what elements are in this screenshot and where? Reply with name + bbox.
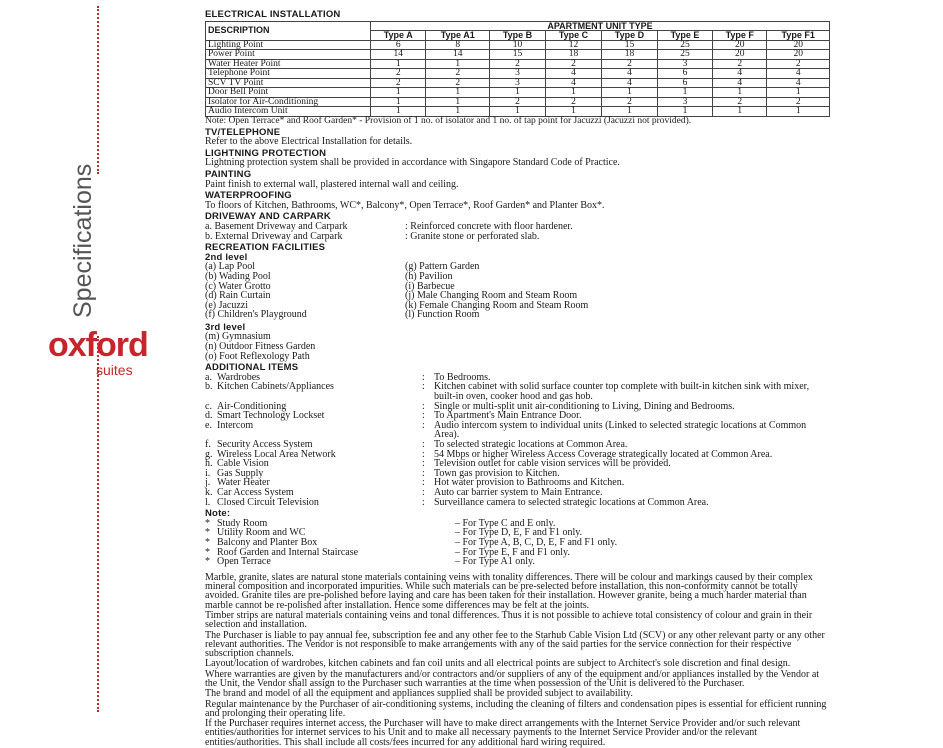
item-key: j. (205, 477, 211, 489)
table-cell: 6 (657, 69, 712, 79)
item-label: Air-Conditioning (217, 400, 287, 412)
additional-title: ADDITIONAL ITEMS (205, 362, 299, 374)
list-item: (i) Barbecue (405, 280, 455, 292)
item-key: e. (205, 419, 212, 431)
paragraph: The brand and model of all the equipment and appliances supplied shall be provided subject to availability. (205, 688, 633, 700)
table-cell: 25 (657, 40, 712, 50)
table-cell: 2 (601, 97, 657, 107)
oxford-suites-logo (38, 326, 158, 386)
list-item: (b) Wading Pool (205, 270, 271, 282)
note-value: – For Type A1 only. (455, 556, 535, 568)
type-column-header: Type A1 (426, 31, 490, 41)
table-cell: 1 (426, 107, 490, 117)
table-cell: 15 (490, 50, 546, 60)
table-cell: 1 (546, 107, 602, 117)
list-item: (g) Pattern Garden (405, 261, 480, 273)
item-label: Car Access System (217, 486, 294, 498)
item-value: Kitchen cabinet with solid surface counter top complete with built-in kitchen sink with mixer, built-in oven, cooker hood and gas hob. (434, 381, 810, 403)
note-label: Study Room (217, 517, 268, 529)
table-cell: 2 (767, 59, 830, 69)
waterproofing-title: WATERPROOFING (205, 190, 292, 202)
item-colon: : (422, 486, 425, 498)
paragraph: Layout/location of wardrobes, kitchen cabinets and fan coil units and all electrical points are subject to Architect's sole discretion and final design. (205, 658, 791, 670)
electrical-title: ELECTRICAL INSTALLATION (205, 9, 341, 20)
row-label: Door Bell Point (206, 88, 371, 98)
recreation-level2: 2nd level (205, 251, 248, 263)
list-item: (n) Outdoor Fitness Garden (205, 341, 316, 353)
item-label: Cable Vision (217, 458, 269, 470)
item-value: To Bedrooms. (434, 371, 491, 383)
item-value: To Apartment's Main Entrance Door. (434, 410, 582, 422)
table-cell: 1 (713, 107, 767, 117)
table-cell: 1 (601, 88, 657, 98)
table-cell: 1 (657, 88, 712, 98)
waterproofing-section (205, 191, 830, 210)
table-row (206, 107, 830, 117)
table-row (206, 88, 830, 98)
item-value: Audio intercom system to individual units (Linked to selected strategic locations at Common Area). (434, 419, 807, 441)
table-cell: 2 (426, 69, 490, 79)
paragraph: Marble, granite, slates are natural stone materials containing veins with tonality differences. There will be colour and markings caused by their complex mineral composition and incorporated impurities. While such materials can be pre-selected before installation, this non-conformity cannot be totally avoided. Granite tiles are pre-polished before laying and care has been taken for their installation. However granite, being a much harder material than marble cannot be re-polished after installation. Hence some differences may be felt at the joints. (205, 571, 813, 611)
paragraph: The Purchaser is liable to pay annual fee, subscription fee and any other fee to the Starhub Cable Vision Ltd (SCV) or any other relevant party or any other relevant authorities. The Vendor is not responsible to make arrangements with any of the said parties for the service connection for their respective subscription channels. (205, 629, 825, 660)
item-label: Kitchen Cabinets/Appliances (217, 381, 334, 393)
lightning-title: LIGHTNING PROTECTION (205, 147, 327, 159)
table-cell: 3 (657, 59, 712, 69)
item-value: Single or multi-split unit air-conditioning to Living, Dining and Bedrooms. (434, 400, 735, 412)
note-value: – For Type C and E only. (455, 517, 556, 529)
table-cell: 4 (546, 69, 602, 79)
table-cell: 3 (657, 97, 712, 107)
row-label: Telephone Point (206, 69, 371, 79)
item-key: h. (205, 458, 213, 470)
table-cell: 4 (713, 69, 767, 79)
table-cell: 14 (371, 50, 426, 60)
table-row (206, 50, 830, 60)
recreation-col2 (405, 262, 588, 320)
table-cell: 4 (713, 78, 767, 88)
table-cell: 1 (657, 107, 712, 117)
note-value: – For Type E, F and F1 only. (455, 546, 570, 558)
electrical-table (205, 21, 830, 117)
item-key: d. (205, 410, 213, 422)
table-cell: 20 (767, 50, 830, 60)
note-label: Roof Garden and Internal Staircase (217, 546, 359, 558)
item-key: i. (205, 467, 211, 479)
table-cell: 1 (371, 59, 426, 69)
paragraph: Regular maintenance by the Purchaser of air-conditioning systems, including the cleaning of filters and condensation pipes is essential for efficient running and prolonging their operating life. (205, 698, 827, 719)
note-label: Balcony and Planter Box (217, 536, 318, 548)
additional-list (205, 373, 830, 507)
electrical-table-body (206, 40, 830, 116)
note-bullet: * (205, 527, 210, 539)
lightning-section (205, 149, 830, 168)
specifications-document (205, 10, 830, 747)
item-colon: : (422, 381, 425, 393)
item-colon: : (422, 400, 425, 412)
tv-section (205, 128, 830, 147)
table-cell: 2 (426, 78, 490, 88)
table-cell: 4 (601, 78, 657, 88)
lightning-text: Lightning protection system shall be provided in accordance with Singapore Standard Code of Practice. (205, 157, 620, 169)
table-cell: 20 (713, 40, 767, 50)
painting-text: Paint finish to external wall, plastered internal wall and ceiling. (205, 178, 459, 190)
recreation-section (205, 243, 830, 361)
table-cell: 8 (426, 40, 490, 50)
type-column-header: Type A (371, 31, 426, 41)
item-value: To selected strategic locations at Common Area. (434, 439, 628, 450)
item-colon: : (422, 419, 425, 431)
list-item: (d) Rain Curtain (205, 290, 271, 302)
table-cell: 2 (546, 97, 602, 107)
item-value: 54 Mbps or higher Wireless Access Coverage strategically located at Common Area. (434, 448, 773, 460)
table-cell: 14 (426, 50, 490, 60)
type-column-header: Type E (657, 31, 712, 41)
table-cell: 2 (546, 59, 602, 69)
item-colon: : (422, 410, 425, 422)
table-cell: 1 (601, 107, 657, 117)
type-column-header: Type F1 (767, 31, 830, 41)
waterproofing-text: To floors of Kitchen, Bathrooms, WC*, Balcony*, Open Terrace*, Roof Garden* and Planter Box*. (205, 199, 605, 211)
item-key: f. (205, 439, 211, 450)
table-cell: 4 (601, 69, 657, 79)
recreation-col1 (205, 262, 405, 320)
item-label: Water Heater (217, 477, 270, 489)
row-label: Water Heater Point (206, 59, 371, 69)
table-row (206, 69, 830, 79)
additional-section (205, 363, 830, 507)
list-item: (o) Foot Reflexology Path (205, 350, 310, 362)
list-item: (a) Lap Pool (205, 261, 255, 273)
table-cell: 2 (490, 97, 546, 107)
table-cell: 1 (371, 88, 426, 98)
type-column-header: Type F (713, 31, 767, 41)
table-cell: 1 (426, 88, 490, 98)
table-cell: 15 (601, 40, 657, 50)
note-bullet: * (205, 536, 210, 548)
note-label: Open Terrace (217, 556, 271, 568)
table-cell: 4 (767, 78, 830, 88)
table-cell: 25 (657, 50, 712, 60)
driveway-section (205, 212, 830, 241)
list-item: (j) Male Changing Room and Steam Room (405, 290, 578, 302)
note-bullet: * (205, 517, 210, 529)
driveway-list (205, 222, 830, 241)
row-label: Lighting Point (206, 40, 371, 50)
row-label: Power Point (206, 50, 371, 60)
item-key: g. (205, 448, 213, 460)
list-item: (e) Jacuzzi (205, 299, 249, 311)
disclaimer-paragraphs (205, 573, 830, 747)
driveway-label: a. Basement Driveway and Carpark (205, 220, 348, 232)
table-cell: 3 (490, 78, 546, 88)
table-cell: 2 (713, 97, 767, 107)
item-label: Smart Technology Lockset (217, 410, 325, 422)
note-value: – For Type D, E, F and F1 only. (455, 527, 583, 539)
table-cell: 1 (426, 97, 490, 107)
item-label: Intercom (217, 419, 254, 431)
item-value: Hot water provision to Bathrooms and Kitchen. (434, 477, 625, 489)
row-label: SCV TV Point (206, 78, 371, 88)
table-cell: 1 (426, 59, 490, 69)
table-cell: 1 (713, 88, 767, 98)
table-cell: 12 (546, 40, 602, 50)
recreation-col3 (205, 332, 830, 361)
desc-header: DESCRIPTION (206, 21, 371, 40)
driveway-value: : Reinforced concrete with floor hardener. (405, 220, 573, 232)
notes-list (205, 519, 830, 567)
tv-text: Refer to the above Electrical Installation for details. (205, 136, 413, 148)
table-cell: 1 (490, 88, 546, 98)
item-colon: : (422, 448, 425, 460)
painting-section (205, 170, 830, 189)
item-value: Town gas provision to Kitchen. (434, 467, 560, 479)
item-key: l. (205, 496, 211, 508)
logo-wordmark: oxford (48, 326, 148, 364)
item-key: c. (205, 400, 212, 412)
row-label: Isolator for Air-Conditioning (206, 97, 371, 107)
table-cell: 3 (490, 69, 546, 79)
item-key: b. (205, 381, 213, 393)
item-label: Wireless Local Area Network (217, 448, 336, 460)
table-cell: 4 (546, 78, 602, 88)
item-colon: : (422, 371, 425, 383)
paragraph: Where warranties are given by the manufacturers and/or contractors and/or suppliers of any of the equipment and/or appliances installed by the Vendor at the Unit, the Vendor shall assign to the Purchaser such warranties at the time when possession of the Unit is delivered to the Purchaser. (205, 668, 820, 689)
table-cell: 2 (371, 78, 426, 88)
table-cell: 2 (371, 69, 426, 79)
list-item: (l) Function Room (405, 309, 480, 321)
table-cell: 1 (767, 88, 830, 98)
item-colon: : (422, 496, 425, 508)
item-label: Security Access System (217, 439, 313, 450)
paragraph: Timber strips are natural materials containing veins and tonal differences. Thus it is not possible to achieve total consistency of colour and grain in their selection and installation. (205, 609, 813, 631)
table-cell: 18 (601, 50, 657, 60)
table-cell: 2 (767, 97, 830, 107)
table-cell: 2 (490, 59, 546, 69)
driveway-label: b. External Driveway and Carpark (205, 230, 343, 242)
item-value: Television outlet for cable vision services will be provided. (434, 458, 671, 470)
list-item: (h) Pavilion (405, 270, 453, 282)
note-value: – For Type A, B, C, D, E, F and F1 only. (455, 536, 618, 548)
list-item: (c) Water Grotto (205, 280, 271, 292)
electrical-note: Note: Open Terrace* and Roof Garden* - Provision of 1 no. of isolator and 1 no. of tap point for Jacuzzi (Jacuzzi not provided). (205, 115, 692, 126)
notes-title: Note: (205, 508, 231, 520)
list-item: (k) Female Changing Room and Steam Room (405, 299, 589, 311)
table-cell: 1 (546, 88, 602, 98)
recreation-title: RECREATION FACILITIES (205, 242, 326, 254)
item-colon: : (422, 467, 425, 479)
table-cell: 20 (767, 40, 830, 50)
painting-title: PAINTING (205, 168, 252, 180)
table-cell: 1 (490, 107, 546, 117)
table-cell: 10 (490, 40, 546, 50)
notes-section (205, 509, 830, 567)
item-label: Wardrobes (217, 371, 261, 383)
side-title: Specifications (69, 163, 97, 318)
table-cell: 20 (713, 50, 767, 60)
paragraph: If the Purchaser requires internet access, the Purchaser will have to make direct arrangements with the Internet Service Provider and/or such relevant entities/authorities for internet services to his Unit and to make all necessary payments to the Internet Service Provider and/or the relevant entities/authorities. This shall include all costs/fees incurred for any additional hard wiring required. (205, 718, 801, 748)
driveway-title: DRIVEWAY AND CARPARK (205, 211, 331, 223)
item-colon: : (422, 458, 425, 470)
table-cell: 1 (371, 97, 426, 107)
table-cell: 2 (601, 59, 657, 69)
item-colon: : (422, 439, 425, 450)
table-cell: 1 (371, 107, 426, 117)
table-cell: 2 (713, 59, 767, 69)
decorative-dotted-line-bottom (97, 336, 99, 712)
logo-subtitle: suites (96, 362, 133, 378)
note-label: Utility Room and WC (217, 527, 306, 539)
list-item: (f) Children's Playground (205, 309, 307, 321)
type-header: APARTMENT UNIT TYPE (371, 21, 830, 31)
table-cell: 18 (546, 50, 602, 60)
item-label: Closed Circuit Television (217, 496, 319, 508)
item-key: a. (205, 371, 212, 383)
item-key: k. (205, 486, 213, 498)
table-cell: 4 (767, 69, 830, 79)
note-bullet: * (205, 546, 210, 558)
type-column-header: Type C (546, 31, 602, 41)
table-cell: 6 (657, 78, 712, 88)
note-bullet: * (205, 556, 210, 568)
table-cell: 6 (371, 40, 426, 50)
table-cell: 1 (767, 107, 830, 117)
decorative-dotted-line-top (97, 6, 99, 174)
item-value: Surveillance camera to selected strategic locations at Common Area. (434, 496, 709, 508)
item-value: Auto car barrier system to Main Entrance. (434, 486, 603, 498)
type-column-header: Type D (601, 31, 657, 41)
driveway-value: : Granite stone or perforated slab. (405, 230, 540, 242)
row-label: Audio Intercom Unit (206, 107, 371, 117)
recreation-level2-list (205, 262, 830, 320)
tv-title: TV/TELEPHONE (205, 126, 281, 138)
list-item: (m) Gymnasium (205, 331, 271, 343)
type-column-header: Type B (490, 31, 546, 41)
item-colon: : (422, 477, 425, 489)
item-label: Gas Supply (217, 467, 264, 479)
recreation-level3: 3rd level (205, 321, 246, 333)
